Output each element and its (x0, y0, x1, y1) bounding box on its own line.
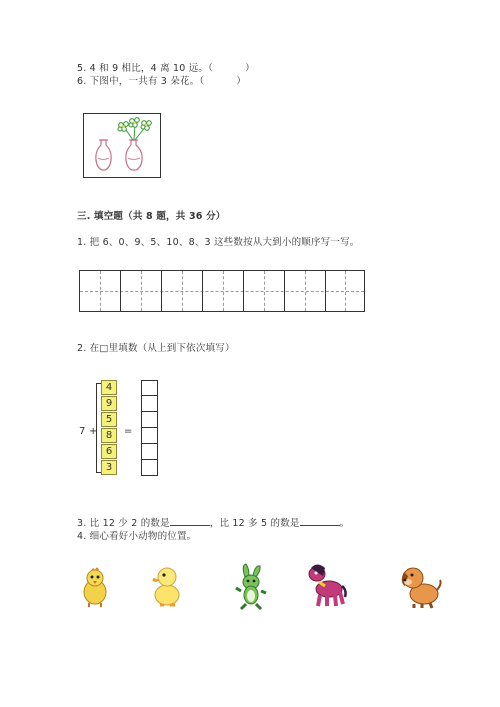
grid-dashed-line (182, 271, 183, 311)
fill-question-2: 2. 在□里填数（从上到下依次填写） (77, 343, 235, 354)
addend-cell: 6 (101, 444, 117, 459)
fill-question-3: 3. 比 12 少 2 的数是 ，比 12 多 5 的数是 。 (77, 518, 350, 529)
grid-dashed-line (223, 271, 224, 311)
answer-box[interactable] (141, 444, 158, 460)
grid-midline (80, 291, 364, 292)
answer-blank[interactable] (170, 516, 210, 526)
grid-divider (284, 271, 285, 311)
grid-dashed-line (305, 271, 306, 311)
answer-box[interactable] (141, 380, 158, 396)
vases-with-flowers-illustration (84, 114, 160, 177)
answer-blank[interactable] (300, 516, 340, 526)
question-5: 5. 4 和 9 相比，4 离 10 远。（ ） (77, 63, 255, 74)
addend-cell: 8 (101, 428, 117, 443)
answer-box[interactable] (141, 412, 158, 428)
grid-divider (161, 271, 162, 311)
puppy-icon (396, 562, 442, 610)
fill-question-4: 4. 细心看好小动物的位置。 (77, 531, 197, 542)
vase-picture (83, 113, 161, 178)
question-6: 6. 下图中，一共有 3 朵花。（ ） (77, 76, 247, 87)
addend-cell: 3 (101, 460, 117, 475)
grid-divider (202, 271, 203, 311)
grid-divider (325, 271, 326, 311)
fill-question-1: 1. 把 6、0、9、5、10、8、3 这些数按从大到小的顺序写一写。 (77, 237, 360, 248)
equals-sign: = (124, 426, 133, 437)
writing-grid (79, 270, 365, 312)
rabbit-icon (233, 563, 269, 611)
grid-dashed-line (264, 271, 265, 311)
grid-divider (120, 271, 121, 311)
addition-prefix: 7 + (79, 426, 98, 437)
duckling-icon (150, 563, 186, 609)
grid-dashed-line (345, 271, 346, 311)
pony-icon (305, 562, 347, 608)
addend-column (101, 380, 117, 476)
answer-box[interactable] (141, 460, 158, 476)
addend-cell: 4 (101, 380, 117, 395)
answer-box[interactable] (141, 396, 158, 412)
section-heading: 三. 填空题（共 8 题，共 36 分） (77, 211, 226, 222)
answer-column (141, 380, 158, 476)
grid-dashed-line (141, 271, 142, 311)
grid-dashed-line (100, 271, 101, 311)
chick-icon (77, 565, 113, 609)
grid-divider (243, 271, 244, 311)
addend-cell: 5 (101, 412, 117, 427)
addend-cell: 9 (101, 396, 117, 411)
answer-box[interactable] (141, 428, 158, 444)
